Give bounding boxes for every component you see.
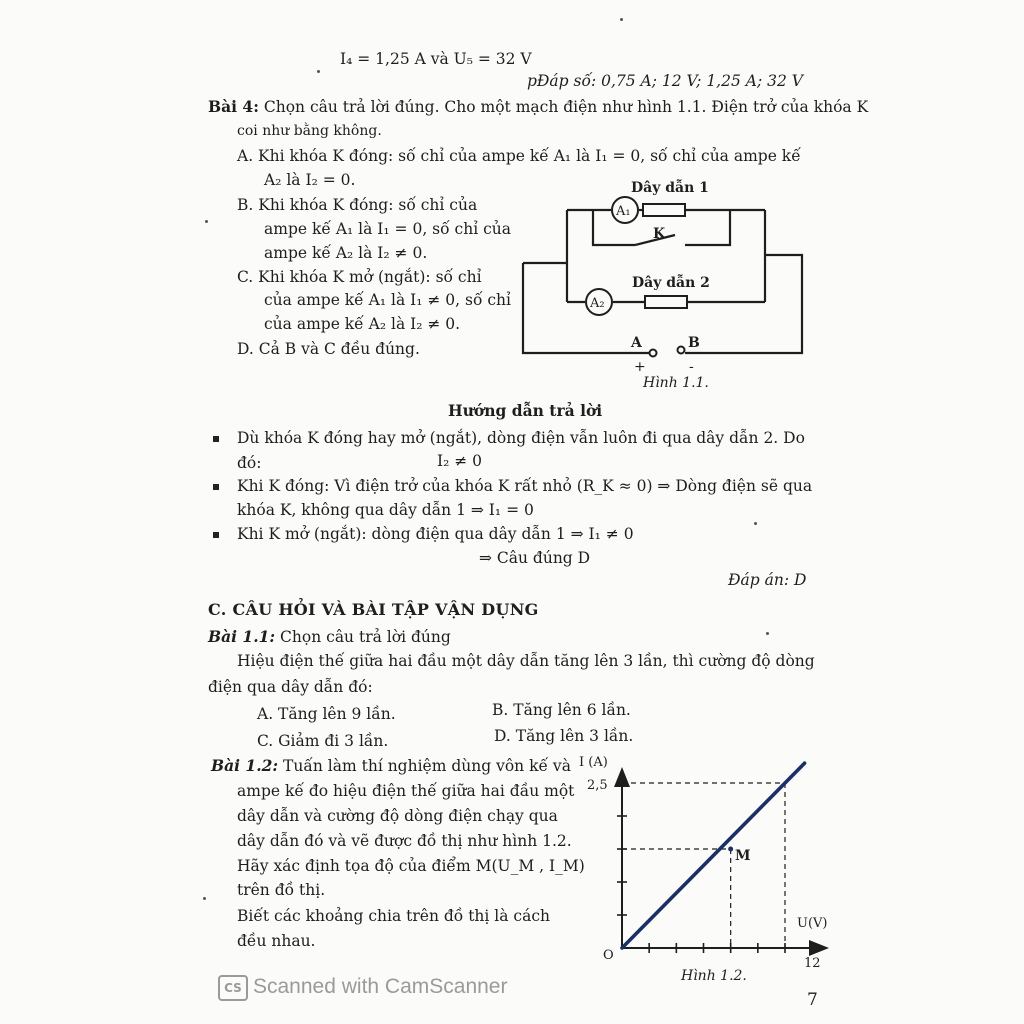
option-a-line1: A. Khi khóa K đóng: số chỉ của ampe kế A₁ là I₁ = 0, số chỉ của ampe kế [237, 147, 801, 165]
bai11-instruction: Chọn câu trả lời đúng [275, 628, 451, 646]
bullet-icon [213, 484, 219, 490]
scanner-watermark: Scanned with CamScanner [253, 975, 508, 998]
wire1-label: Dây dẫn 1 [631, 180, 709, 196]
bai11-option-d: D. Tăng lên 3 lần. [494, 727, 634, 745]
bai4-question-line1 [208, 97, 868, 117]
option-b-line2: ampe kế A₁ là I₁ = 0, số chỉ của [264, 220, 511, 238]
guide-line5: Khi K mở (ngắt): dòng điện qua dây dẫn 1 ⇒ I₁ ≠ 0 [237, 525, 634, 543]
bai4-question-line2: coi như bằng không. [237, 123, 382, 139]
i-u-graph [575, 752, 835, 982]
guide-line1: Dù khóa K đóng hay mở (ngắt), dòng điện vẫn luôn đi qua dây dẫn 2. Do [237, 429, 805, 447]
origin-label: O [603, 948, 614, 963]
y-tick-label: 2,5 [587, 778, 608, 793]
wire2-label: Dây dẫn 2 [632, 275, 710, 291]
terminal-b-label: B [688, 335, 700, 351]
figure-1-caption: Hình 1.1. [643, 375, 709, 391]
resistor-1 [643, 204, 685, 216]
bai11-label: Bài 1.1: [208, 627, 276, 646]
option-c-line1: C. Khi khóa K mở (ngắt): số chỉ [237, 268, 482, 286]
scan-speck [205, 220, 208, 223]
point-m-label: M [735, 848, 751, 864]
page-number: 7 [807, 990, 818, 1010]
x-axis-label: U(V) [797, 916, 828, 931]
plus-sign: + [634, 359, 646, 375]
option-b-line3: ampe kế A₂ là I₂ ≠ 0. [264, 244, 428, 262]
scan-speck [766, 632, 769, 635]
guide-formula: I₂ ≠ 0 [437, 452, 483, 470]
terminal-b [678, 347, 685, 354]
answer-line: pĐáp số: 0,75 A; 12 V; 1,25 A; 32 V [527, 72, 803, 90]
data-line [622, 763, 805, 948]
switch-k-label: K [653, 226, 666, 242]
section-c-title: C. CÂU HỎI VÀ BÀI TẬP VẬN DỤNG [208, 600, 539, 619]
option-d-line1: D. Cả B và C đều đúng. [237, 340, 420, 358]
result-line: I₄ = 1,25 A và U₅ = 32 V [340, 50, 532, 68]
bai11-option-b: B. Tăng lên 6 lần. [492, 701, 631, 719]
option-c-line2: của ampe kế A₁ là I₁ ≠ 0, số chỉ [264, 291, 511, 309]
bai12-line3: dây dẫn và cường độ dòng điện chạy qua [237, 807, 558, 825]
scan-speck [754, 522, 757, 525]
guide-conclusion: ⇒ Câu đúng D [479, 549, 591, 567]
guide-line4: khóa K, không qua dây dẫn 1 ⇒ I₁ = 0 [237, 501, 534, 519]
bai12-label: Bài 1.2: [211, 756, 279, 775]
bai12-line8: đều nhau. [237, 932, 316, 950]
bai12-line1 [211, 756, 571, 776]
camscanner-logo-icon: CS [218, 975, 248, 1001]
ammeter-a1-label: A₁ [616, 204, 631, 219]
bai12-line2: ampe kế đo hiệu điện thế giữa hai đầu một [237, 782, 575, 800]
bullet-icon [213, 436, 219, 442]
scan-speck [317, 70, 320, 73]
guide-line2: đó: [237, 454, 262, 472]
bai11-option-c: C. Giảm đi 3 lần. [257, 732, 389, 750]
x-tick-label: 12 [804, 956, 821, 971]
option-a-line2: A₂ là I₂ = 0. [264, 171, 356, 189]
scan-speck [203, 897, 206, 900]
minus-sign: - [689, 359, 694, 375]
bai12-line7: Biết các khoảng chia trên đồ thị là cách [237, 907, 550, 925]
guide-answer: Đáp án: D [728, 571, 807, 589]
resistor-2 [645, 296, 687, 308]
bai4-label: Bài 4: [208, 97, 259, 116]
point-m [728, 847, 733, 852]
bai11-question [208, 627, 451, 647]
terminal-a-label: A [631, 335, 642, 351]
bai11-line2: điện qua dây dẫn đó: [208, 678, 373, 696]
scan-speck [620, 18, 623, 21]
bai12-line5: Hãy xác định tọa độ của điểm M(U_M , I_M) [237, 857, 585, 875]
ammeter-a2-label: A₂ [590, 296, 605, 311]
bai12-line4: dây dẫn đó và vẽ được đồ thị như hình 1.2. [237, 832, 572, 850]
bai4-question-text: Chọn câu trả lời đúng. Cho một mạch điện như hình 1.1. Điện trở của khóa K [258, 98, 869, 116]
bai11-line1: Hiệu điện thế giữa hai đầu một dây dẫn tăng lên 3 lần, thì cường độ dòng [237, 652, 815, 670]
bai12-line6: trên đồ thị. [237, 881, 326, 899]
bullet-icon [213, 532, 219, 538]
outer-wire-right [685, 255, 802, 353]
y-axis-label: I (A) [579, 755, 608, 770]
terminal-a [650, 350, 657, 357]
circuit-diagram [515, 170, 810, 395]
bai11-option-a: A. Tăng lên 9 lần. [257, 705, 396, 723]
bai12-text: Tuấn làm thí nghiệm dùng vôn kế và [278, 757, 571, 775]
option-b-line1: B. Khi khóa K đóng: số chỉ của [237, 196, 478, 214]
figure-2-caption: Hình 1.2. [681, 968, 747, 982]
guide-line3: Khi K đóng: Vì điện trở của khóa K rất nhỏ (R_K ≈ 0) ⇒ Dòng điện sẽ qua [237, 477, 813, 495]
guide-title: Hướng dẫn trả lời [448, 401, 603, 420]
option-c-line3: của ampe kế A₂ là I₂ ≠ 0. [264, 315, 461, 333]
